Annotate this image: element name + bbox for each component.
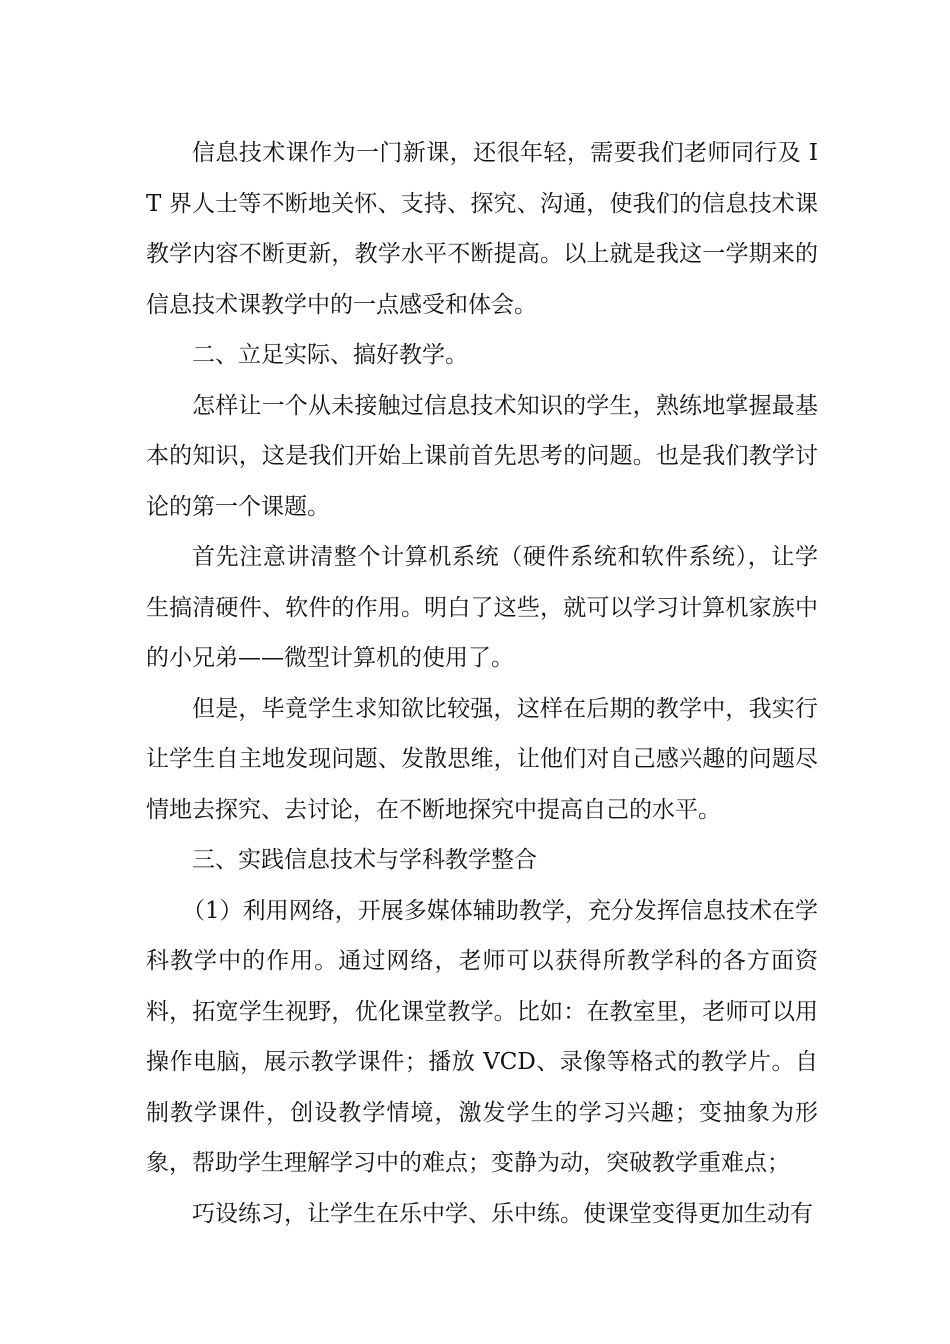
paragraph-self-exploration: 但是，毕竟学生求知欲比较强，这样在后期的教学中，我实行让学生自主地发现问题、发散思维，让他们对自己感兴趣的问题尽情地去探究、去讨论，在不断地探究中提高自己的水平。: [146, 695, 818, 823]
paragraph-practice-design: 巧设练习，让学生在乐中学、乐中练。使课堂变得更加生动有: [192, 1200, 813, 1227]
document-body: [146, 128, 818, 1239]
paragraph-it-course-reflection: 信息技术课作为一门新课，还很年轻，需要我们老师同行及 IT 界人士等不断地关怀、支持、探究、沟通，使我们的信息技术课教学内容不断更新，教学水平不断提高。以上就是我这一学期来的信息技术课教学中的一点感受和体会。: [146, 140, 818, 318]
section-heading-3: 三、实践信息技术与学科教学整合: [192, 847, 537, 873]
paragraph-computer-system: 首先注意讲清整个计算机系统（硬件系统和软件系统），让学生搞清硬件、软件的作用。明白了这些，就可以学习计算机家族中的小兄弟——微型计算机的使用了。: [146, 544, 818, 671]
paragraph-basic-knowledge: 怎样让一个从未接触过信息技术知识的学生，熟练地掌握最基本的知识，这是我们开始上课前首先思考的问题。也是我们教学讨论的第一个课题。: [146, 392, 818, 520]
section-heading-2: 二、立足实际、搞好教学。: [192, 342, 468, 368]
paragraph-multimedia-teaching: （1）利用网络，开展多媒体辅助教学，充分发挥信息技术在学科教学中的作用。通过网络，老师可以获得所教学科的各方面资料，拓宽学生视野，优化课堂教学。比如：在教室里，老师可以用操作电脑，展示教学课件；播放 VCD、录像等格式的教学片。自制教学课件，创设教学情境，激发学生的学习兴趣；变抽象为形象，帮助学生理解学习中的难点；变静为动，突破教学重难点；: [146, 897, 818, 1176]
